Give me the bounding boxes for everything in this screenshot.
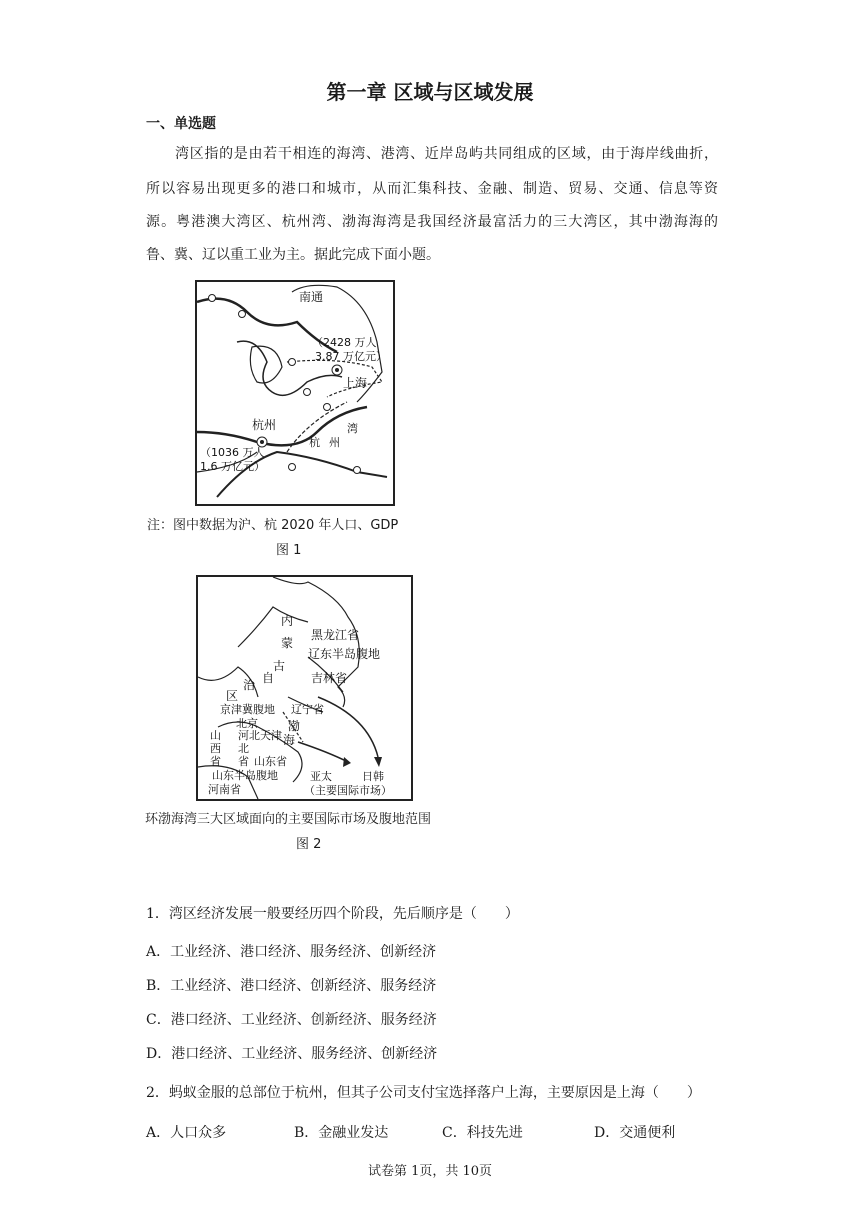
map-label-bay: 杭 bbox=[309, 436, 320, 449]
map-label-shanghai-stats: 3.87 万亿元） bbox=[315, 350, 387, 363]
map-label-hangzhou-stats: 1.6 万亿元） bbox=[200, 460, 265, 473]
map-label-bay: 湾 bbox=[347, 422, 358, 435]
map-label-shandong: 山东省 bbox=[254, 755, 287, 768]
map-label-xi: 西 bbox=[210, 742, 221, 755]
intro-line: 源。粤港澳大湾区、杭州湾、渤海海湾是我国经济最富活力的三大湾区，其中渤海海的 bbox=[146, 214, 718, 230]
map-label-henan: 河南省 bbox=[208, 783, 241, 796]
map-label-liaodong: 辽东半岛腹地 bbox=[308, 647, 381, 661]
map-label-rihan: 日韩 bbox=[362, 770, 384, 783]
figure-2-note: 环渤海湾三大区域面向的主要国际市场及腹地范围 bbox=[145, 812, 432, 827]
map-label-liaoning: 辽宁省 bbox=[291, 703, 324, 716]
question-1-stem: 1．湾区经济发展一般要经历四个阶段，先后顺序是（ ） bbox=[146, 906, 519, 922]
figure-1-note: 注：图中数据为沪、杭 2020 年人口、GDP bbox=[147, 518, 399, 533]
figure-1-map bbox=[195, 280, 395, 506]
map-label-yatai: 亚太 bbox=[310, 770, 332, 783]
map-label-hai: 海 bbox=[283, 733, 296, 747]
page-title: 第一章 区域与区域发展 bbox=[326, 80, 534, 104]
map-label-gu: 古 bbox=[273, 659, 286, 673]
figure-2-map bbox=[196, 575, 413, 801]
map-label-qu: 区 bbox=[226, 689, 239, 703]
map-label-sheng: 省 bbox=[210, 755, 221, 768]
question-1-option-c[interactable]: C．港口经济、工业经济、创新经济、服务经济 bbox=[146, 1012, 437, 1028]
map-label-bei: 北 bbox=[238, 742, 249, 755]
map-label-nantong: 南通 bbox=[299, 290, 324, 304]
map-label-jilin: 吉林省 bbox=[311, 671, 348, 685]
question-2-option-b[interactable]: B．金融业发达 bbox=[294, 1125, 389, 1141]
map-label-zhi: 治 bbox=[243, 678, 256, 692]
figure-2-caption: 图 2 bbox=[296, 837, 322, 852]
question-2-option-d[interactable]: D．交通便利 bbox=[594, 1125, 676, 1141]
intro-line: 湾区指的是由若干相连的海湾、港湾、近岸岛屿共同组成的区域，由于海岸线曲折， bbox=[175, 146, 718, 162]
map-label-bay: 州 bbox=[329, 436, 340, 449]
map-label-shandong-hinterland: 山东半岛腹地 bbox=[212, 769, 278, 782]
question-2-option-c[interactable]: C．科技先进 bbox=[442, 1125, 523, 1141]
question-1-option-a[interactable]: A．工业经济、港口经济、服务经济、创新经济 bbox=[146, 944, 437, 960]
map-label-shanghai: 上海 bbox=[343, 376, 368, 390]
map-label-jingjin: 京津冀腹地 bbox=[220, 703, 275, 716]
intro-line: 鲁、冀、辽以重工业为主。据此完成下面小题。 bbox=[146, 247, 440, 263]
page-footer: 试卷第 1页，共 10页 bbox=[367, 1164, 493, 1179]
question-1-option-b[interactable]: B．工业经济、港口经济、创新经济、服务经济 bbox=[146, 978, 437, 994]
map-label-bo: 渤 bbox=[288, 719, 301, 733]
map-label-heilongjiang: 黑龙江省 bbox=[311, 628, 360, 642]
map-label-zi: 自 bbox=[262, 671, 275, 685]
section-heading: 一、单选题 bbox=[146, 116, 216, 132]
question-1-option-d[interactable]: D．港口经济、工业经济、服务经济、创新经济 bbox=[146, 1046, 438, 1062]
question-2-option-a[interactable]: A．人口众多 bbox=[146, 1125, 227, 1141]
map-label-beijing: 北京 bbox=[236, 717, 258, 730]
figure-1-caption: 图 1 bbox=[276, 543, 302, 558]
map-label-nei: 内 bbox=[281, 614, 294, 628]
map-label-shan: 山 bbox=[210, 729, 221, 742]
map-label-shanghai-stats: （2428 万人 bbox=[312, 336, 377, 349]
map-label-hangzhou-stats: （1036 万人 bbox=[200, 446, 265, 459]
intro-line: 所以容易出现更多的港口和城市，从而汇集科技、金融、制造、贸易、交通、信息等资 bbox=[146, 181, 718, 197]
map-label-meng: 蒙 bbox=[281, 636, 294, 650]
question-2-stem: 2．蚂蚁金服的总部位于杭州，但其子公司支付宝选择落户上海，主要原因是上海（ ） bbox=[146, 1085, 701, 1101]
map-label-hangzhou: 杭州 bbox=[252, 418, 277, 432]
map-label-sheng: 省 bbox=[238, 755, 249, 768]
map-label-hebei-tianjin: 河北天津 bbox=[238, 729, 282, 742]
map-label-market: （主要国际市场） bbox=[304, 784, 392, 797]
